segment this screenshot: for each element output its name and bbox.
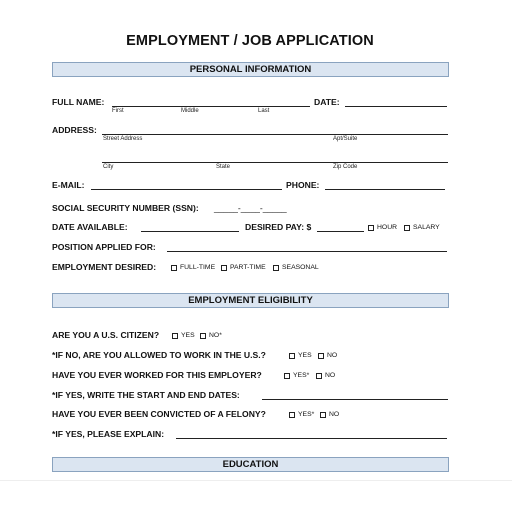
full-name-field[interactable] [112,106,310,107]
explain-field[interactable] [176,438,447,439]
citizen-yes-checkbox[interactable] [172,333,178,339]
citizen-no-checkbox[interactable] [200,333,206,339]
ssn-label: SOCIAL SECURITY NUMBER (SSN): [52,203,199,213]
page-bottom-margin [0,480,512,513]
street-address-caption: Street Address [103,136,143,142]
seasonal-option[interactable]: SEASONAL [273,264,319,271]
worked-no-checkbox[interactable] [316,373,322,379]
phone-label: PHONE: [286,180,320,190]
first-name-caption: First [112,108,124,114]
employment-desired-label: EMPLOYMENT DESIRED: [52,262,157,272]
felony-yes-option[interactable]: YES* [289,411,314,418]
section-header-eligibility: EMPLOYMENT ELIGIBILITY [52,293,449,308]
middle-name-caption: Middle [181,108,199,114]
position-field[interactable] [167,251,447,252]
full-time-option[interactable]: FULL-TIME [171,264,215,271]
worked-yes-option[interactable]: YES* [284,372,309,379]
start-end-dates-field[interactable] [262,399,448,400]
date-available-field[interactable] [141,231,239,232]
date-label: DATE: [314,97,340,107]
worked-yes-checkbox[interactable] [284,373,290,379]
desired-pay-field[interactable] [317,231,364,232]
last-name-caption: Last [258,108,270,114]
hour-checkbox[interactable] [368,225,374,231]
felony-yes-checkbox[interactable] [289,412,295,418]
email-field[interactable] [91,189,282,190]
allowed-no-option[interactable]: NO [318,352,337,359]
street-address-field[interactable] [102,134,448,135]
hour-option[interactable]: HOUR [368,224,397,231]
felony-no-checkbox[interactable] [320,412,326,418]
phone-field[interactable] [325,189,445,190]
allowed-yes-option[interactable]: YES [289,352,312,359]
section-header-personal: PERSONAL INFORMATION [52,62,449,77]
allowed-no-checkbox[interactable] [318,353,324,359]
allowed-to-work-question: *IF NO, ARE YOU ALLOWED TO WORK IN THE U.S.? [52,350,266,360]
date-field[interactable] [345,106,447,107]
felony-question: HAVE YOU EVER BEEN CONVICTED OF A FELONY? [52,409,266,419]
desired-pay-label: DESIRED PAY: $ [245,222,312,232]
zip-caption: Zip Code [333,164,358,170]
seasonal-checkbox[interactable] [273,265,279,271]
city-caption: City [103,164,114,170]
state-caption: State [216,164,231,170]
worked-no-option[interactable]: NO [316,372,335,379]
full-time-checkbox[interactable] [171,265,177,271]
part-time-checkbox[interactable] [221,265,227,271]
section-header-education: EDUCATION [52,457,449,472]
ssn-field[interactable]: _____-____-_____ [214,203,287,213]
start-end-dates-question: *IF YES, WRITE THE START AND END DATES: [52,390,240,400]
explain-question: *IF YES, PLEASE EXPLAIN: [52,429,165,439]
apt-suite-caption: Apt/Suite [333,136,358,142]
citizen-yes-option[interactable]: YES [172,332,195,339]
citizen-question: ARE YOU A U.S. CITIZEN? [52,330,160,340]
date-available-label: DATE AVAILABLE: [52,222,128,232]
part-time-option[interactable]: PART-TIME [221,264,266,271]
city-state-zip-field[interactable] [102,162,448,163]
citizen-no-option[interactable]: NO* [200,332,222,339]
form-title: EMPLOYMENT / JOB APPLICATION [126,33,374,49]
salary-checkbox[interactable] [404,225,410,231]
allowed-yes-checkbox[interactable] [289,353,295,359]
salary-option[interactable]: SALARY [404,224,440,231]
worked-before-question: HAVE YOU EVER WORKED FOR THIS EMPLOYER? [52,370,262,380]
email-label: E-MAIL: [52,180,85,190]
felony-no-option[interactable]: NO [320,411,339,418]
full-name-label: FULL NAME: [52,97,105,107]
position-label: POSITION APPLIED FOR: [52,242,156,252]
address-label: ADDRESS: [52,125,97,135]
